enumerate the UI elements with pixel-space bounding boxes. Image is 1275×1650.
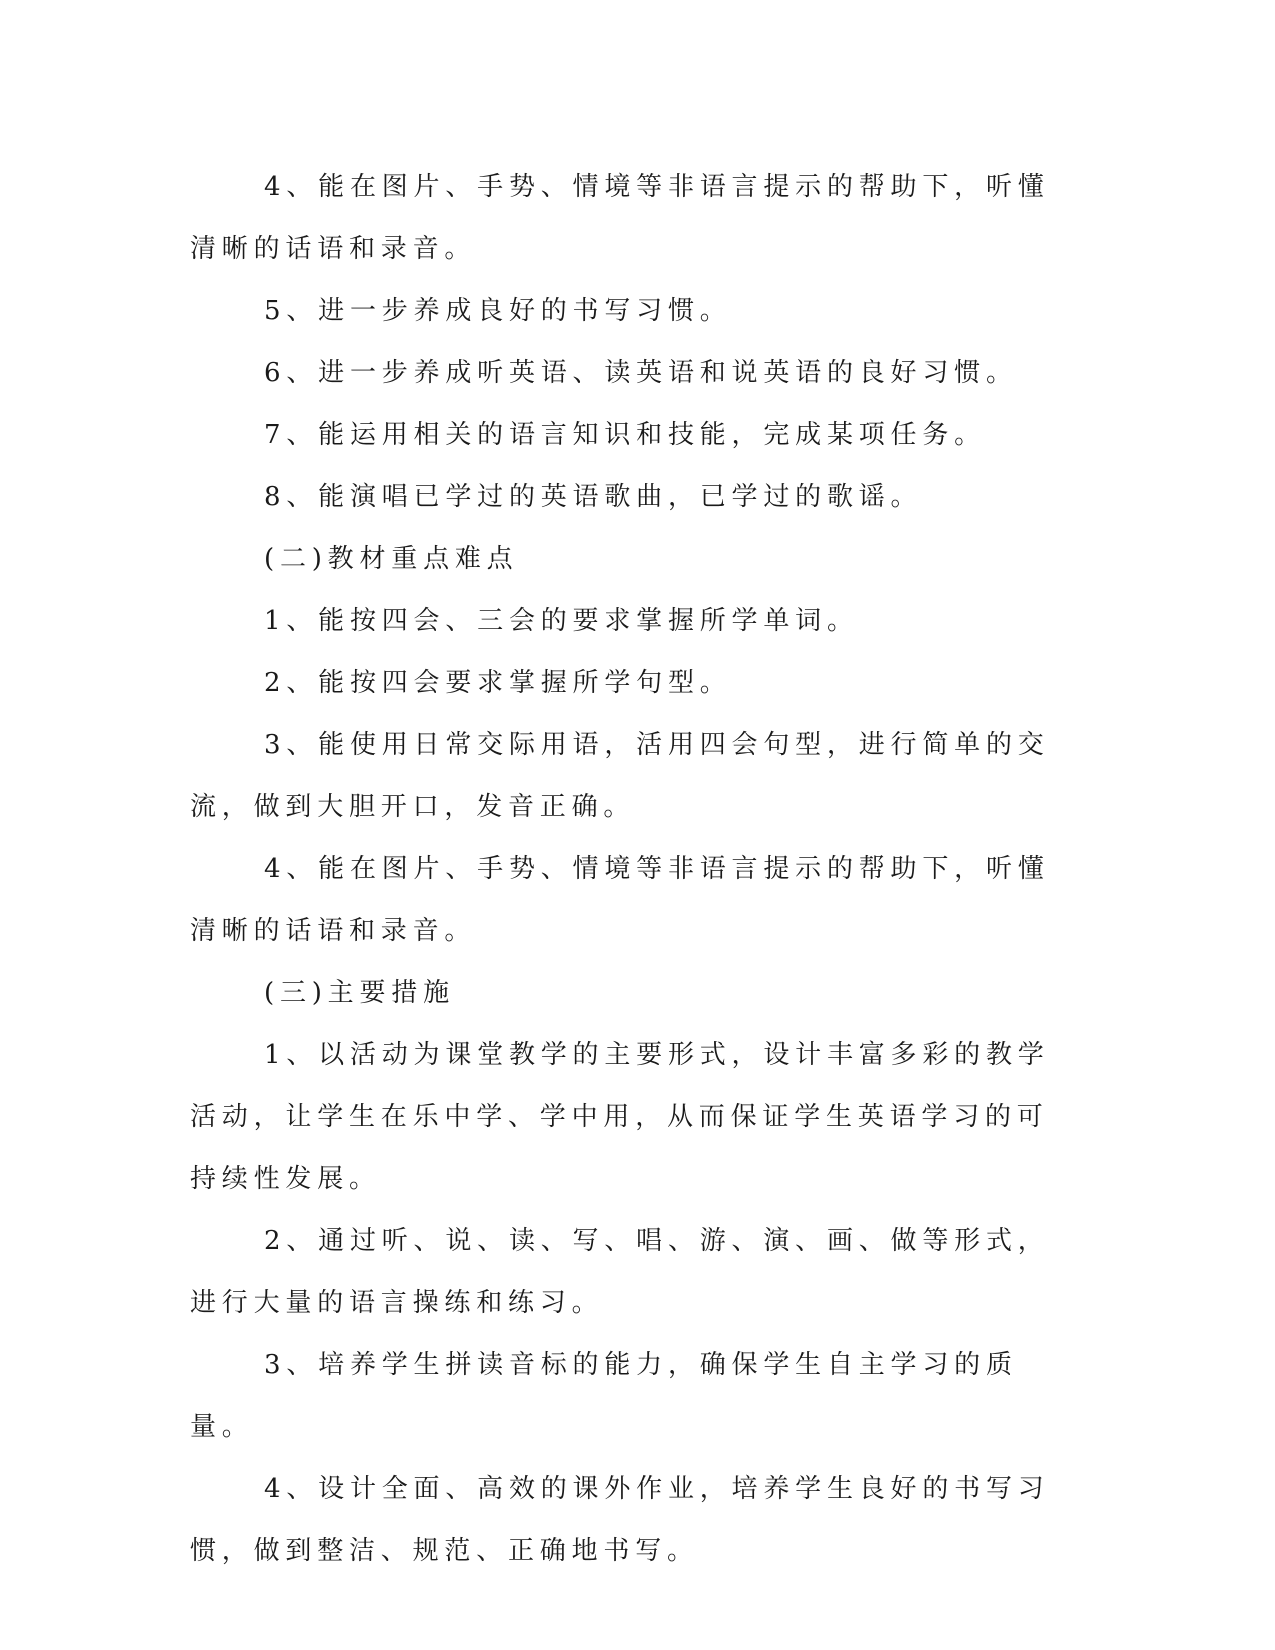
paragraph-key-point-2: 2、能按四会要求掌握所学句型。 (264, 668, 732, 698)
paragraph-measure-3: 3、培养学生拼读音标的能力，确保学生自主学习的质量。 (190, 1350, 1018, 1442)
paragraph-measure-4: 4、设计全面、高效的课外作业，培养学生良好的书写习惯，做到整洁、规范、正确地书写。 (190, 1474, 1050, 1566)
paragraph-item-8-songs: 8、能演唱已学过的英语歌曲，已学过的歌谣。 (264, 482, 923, 512)
paragraph-item-4-listening: 4、能在图片、手势、情境等非语言提示的帮助下，听懂清晰的话语和录音。 (190, 172, 1050, 264)
section-heading-measures: (三)主要措施 (264, 978, 455, 1008)
paragraph-measure-1: 1、以活动为课堂教学的主要形式，设计丰富多彩的教学活动，让学生在乐中学、学中用，从而保证学生英语学习的可持续性发展。 (190, 1040, 1050, 1194)
paragraph-key-point-1: 1、能按四会、三会的要求掌握所学单词。 (264, 606, 859, 636)
document-body (190, 156, 1070, 1582)
paragraph-item-6-english-habits: 6、进一步养成听英语、读英语和说英语的良好习惯。 (264, 358, 1018, 388)
paragraph-key-point-4: 4、能在图片、手势、情境等非语言提示的帮助下，听懂清晰的话语和录音。 (190, 854, 1050, 946)
paragraph-item-7-task: 7、能运用相关的语言知识和技能，完成某项任务。 (264, 420, 986, 450)
paragraph-measure-2: 2、通过听、说、读、写、唱、游、演、画、做等形式，进行大量的语言操练和练习。 (190, 1226, 1050, 1318)
paragraph-key-point-3: 3、能使用日常交际用语，活用四会句型，进行简单的交流，做到大胆开口，发音正确。 (190, 730, 1050, 822)
section-heading-key-points: (二)教材重点难点 (264, 544, 519, 574)
paragraph-item-5-writing-habit: 5、进一步养成良好的书写习惯。 (264, 296, 732, 326)
